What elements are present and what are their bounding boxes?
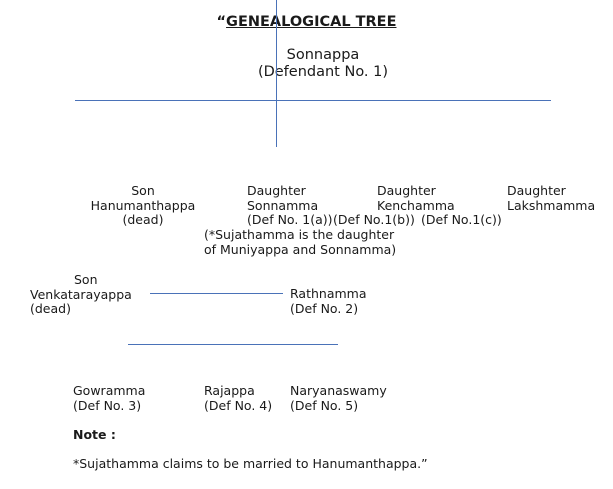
note-text: *Sujathamma claims to be married to Hanumanthappa.” (73, 456, 428, 471)
spouse-rathnamma (290, 287, 367, 316)
gg-note: (Def No. 4) (204, 397, 273, 413)
note-heading: Note : (73, 427, 116, 442)
child-hanumanthappa (84, 184, 202, 228)
spouse-note: (Def No. 2) (290, 300, 359, 316)
child-note: (Def No. 1(a)) (247, 212, 333, 227)
root-person (223, 47, 423, 81)
child-name: Sonnamma (247, 197, 319, 213)
grandson-relation: Son (74, 272, 98, 287)
gg-note: (Def No. 5) (290, 397, 359, 413)
child-note: (dead) (122, 212, 164, 227)
child-note-kenchamma: (Def No.1(b)) (333, 212, 415, 227)
child-name: Lakshmamma (507, 197, 596, 213)
grandson-name: Venkatarayappa (30, 286, 132, 302)
great-grandchild-rajappa (204, 384, 272, 413)
sujathamma-annotation (204, 228, 396, 257)
gg-name: Gowramma (73, 383, 146, 398)
title-text: GENEALOGICAL TREE (226, 14, 397, 30)
child-relation: Son (131, 183, 155, 198)
root-name: Sonnappa (286, 47, 360, 63)
gg-name: Rajappa (204, 383, 255, 398)
marriage-line (150, 293, 283, 294)
child-sonnamma (247, 184, 333, 228)
great-grandchild-naryanaswamy (290, 384, 387, 413)
child-note-lakshmamma: (Def No.1(c)) (421, 212, 502, 227)
root-role: (Defendant No. 1) (257, 64, 389, 80)
child-name: Hanumanthappa (90, 197, 196, 213)
generation-line-2 (128, 344, 338, 345)
child-relation: Daughter (247, 183, 306, 198)
title-open-quote: “ (216, 14, 227, 30)
root-vertical-line (276, 0, 277, 147)
great-grandchild-gowramma (73, 384, 145, 413)
generation-line-1 (75, 100, 551, 101)
grandson-note: (dead) (30, 301, 71, 316)
child-relation: Daughter (377, 183, 436, 198)
annotation-line-1: (*Sujathamma is the daughter (204, 227, 395, 242)
grandson-venkatarayappa (30, 273, 132, 317)
page-title (0, 13, 613, 31)
spouse-name: Rathnamma (290, 286, 367, 301)
annotation-line-2: of Muniyappa and Sonnamma) (204, 241, 397, 257)
gg-note: (Def No. 3) (73, 397, 142, 413)
child-relation: Daughter (507, 183, 566, 198)
gg-name: Naryanaswamy (290, 383, 387, 398)
child-lakshmamma (507, 184, 595, 213)
child-kenchamma (377, 184, 455, 213)
child-name: Kenchamma (377, 197, 455, 213)
